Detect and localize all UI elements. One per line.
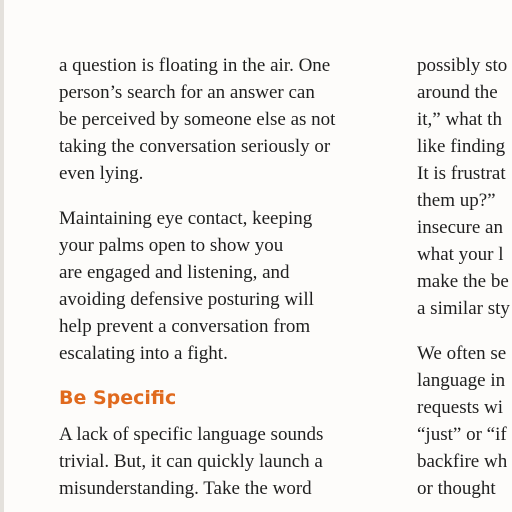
text-line: person’s search for an answer can: [59, 82, 315, 103]
text-line: escalating into a fight.: [59, 343, 228, 364]
text-line: taking the conversation seriously or: [59, 136, 331, 157]
text-line: are engaged and listening, and: [59, 262, 290, 283]
text-line: even lying.: [59, 163, 144, 184]
paragraph-2: [59, 205, 377, 367]
text-line: insecure an: [417, 217, 503, 238]
text-line: help prevent a conversation from: [59, 316, 311, 337]
text-line: like finding: [417, 136, 506, 157]
text-line: We often se: [417, 343, 507, 364]
text-line: them up?”: [417, 190, 496, 211]
paragraph-gap: [59, 187, 377, 205]
paragraph-3: [59, 421, 377, 502]
section-heading: Be Specific: [59, 387, 177, 409]
text-line: what your l: [417, 244, 504, 265]
paragraph-1: [59, 52, 377, 187]
text-line: avoiding defensive posturing will: [59, 289, 314, 310]
text-line: it,” what th: [417, 109, 502, 130]
text-line: Maintaining eye contact, keeping: [59, 208, 313, 229]
text-line: trivial. But, it can quickly launch a: [59, 451, 323, 472]
text-line: around the: [417, 82, 498, 103]
text-line: language in: [417, 370, 506, 391]
left-column: [59, 52, 377, 502]
text-line: or thought: [417, 478, 496, 499]
text-line: your palms open to show you: [59, 235, 284, 256]
text-line: misunderstanding. Take the word: [59, 478, 312, 499]
paragraph-right-1: [417, 52, 512, 322]
right-column: [417, 52, 512, 502]
text-line: possibly sto: [417, 55, 508, 76]
page-edge: [0, 0, 4, 512]
text-line: make the be: [417, 271, 509, 292]
text-line: be perceived by someone else as not: [59, 109, 336, 130]
text-line: A lack of specific language sounds: [59, 424, 324, 445]
paragraph-right-2: [417, 340, 512, 502]
text-line: a question is floating in the air. One: [59, 55, 331, 76]
text-line: a similar sty: [417, 298, 510, 319]
text-line: “just” or “if: [417, 424, 507, 445]
text-line: backfire wh: [417, 451, 508, 472]
paragraph-gap: [59, 367, 377, 385]
paragraph-gap: [417, 322, 512, 340]
text-line: requests wi: [417, 397, 504, 418]
text-line: It is frustrat: [417, 163, 506, 184]
heading-gap: [59, 412, 377, 421]
